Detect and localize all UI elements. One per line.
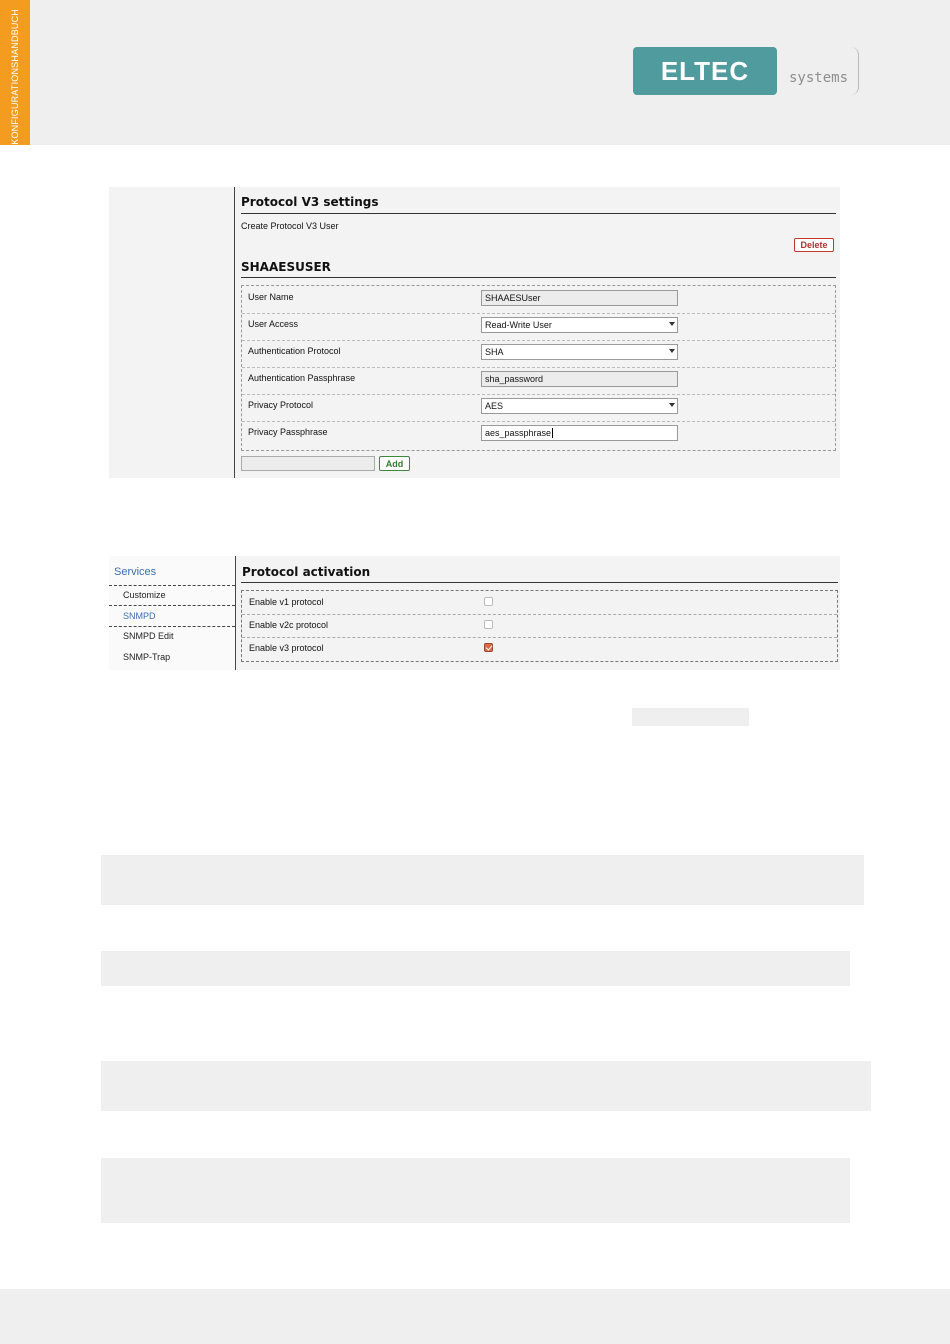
row-enable-v1	[242, 591, 837, 615]
user-name-label: User Name	[248, 292, 294, 302]
sidebar-heading-services[interactable]: Services	[114, 566, 157, 578]
auth-protocol-select[interactable]	[481, 344, 678, 360]
gray-text-block	[101, 1158, 850, 1223]
user-access-select[interactable]	[481, 317, 678, 333]
row-privacy-passphrase	[242, 421, 835, 448]
gray-highlight-block	[632, 708, 749, 726]
add-button[interactable]: Add	[379, 456, 410, 471]
logo-bracket	[846, 47, 859, 95]
row-enable-v3	[242, 637, 837, 660]
auth-protocol-value: SHA	[485, 347, 504, 357]
enable-v3-label: Enable v3 protocol	[249, 643, 324, 653]
enable-v2c-label: Enable v2c protocol	[249, 620, 329, 630]
privacy-passphrase-label: Privacy Passphrase	[248, 427, 328, 437]
new-user-input[interactable]	[241, 456, 375, 471]
enable-v1-label: Enable v1 protocol	[249, 597, 324, 607]
auth-protocol-label: Authentication Protocol	[248, 346, 341, 356]
privacy-protocol-value: AES	[485, 401, 504, 411]
user-rule	[241, 277, 836, 278]
row-user-name	[242, 286, 835, 314]
delete-button[interactable]: Delete	[794, 238, 834, 252]
enable-v2c-checkbox[interactable]	[484, 620, 493, 629]
row-enable-v2c	[242, 614, 837, 638]
row-auth-protocol	[242, 340, 835, 368]
row-user-access	[242, 313, 835, 341]
user-settings-table	[241, 285, 836, 451]
privacy-passphrase-input[interactable]	[481, 425, 678, 441]
row-privacy-protocol	[242, 394, 835, 422]
protocol-activation-title: Protocol activation	[242, 565, 371, 579]
enable-v1-checkbox[interactable]	[484, 597, 493, 606]
sidebar-item-customize[interactable]: Customize	[123, 590, 166, 600]
row-auth-passphrase	[242, 367, 835, 395]
sidebar-item-snmpd-edit[interactable]: SNMPD Edit	[123, 631, 174, 641]
side-tab-text: KONFIGURATIONSHANDBUCH	[10, 9, 20, 145]
privacy-passphrase-value: aes_passphrase	[485, 428, 552, 438]
sidebar-item-snmp-trap[interactable]: SNMP-Trap	[123, 652, 171, 662]
sidebar-separator	[109, 605, 235, 606]
eltec-logo: ELTEC	[633, 47, 777, 95]
title-rule	[241, 213, 836, 214]
privacy-protocol-select[interactable]	[481, 398, 678, 414]
sidebar-separator	[109, 626, 235, 627]
title-rule	[241, 582, 838, 583]
user-name-input[interactable]: SHAAESUser	[481, 290, 678, 306]
user-heading: SHAAESUSER	[241, 260, 331, 274]
privacy-protocol-label: Privacy Protocol	[248, 400, 314, 410]
sidebar-separator	[109, 585, 235, 586]
sidebar-item-snmpd[interactable]: SNMPD	[123, 611, 156, 621]
gray-text-block	[101, 951, 850, 986]
v3-settings-title: Protocol V3 settings	[241, 195, 379, 209]
panel-divider	[235, 556, 236, 670]
user-access-value: Read-Write User	[485, 320, 552, 330]
gray-text-block	[101, 855, 864, 905]
gray-text-block	[101, 1061, 871, 1111]
auth-passphrase-label: Authentication Passphrase	[248, 373, 356, 383]
footer-band	[0, 1289, 950, 1344]
logo-suffix: systems	[789, 70, 849, 86]
panel-divider	[234, 187, 235, 478]
text-cursor	[552, 428, 553, 438]
chevron-down-icon	[669, 403, 675, 407]
auth-passphrase-input[interactable]: sha_password	[481, 371, 678, 387]
side-tab	[0, 0, 30, 145]
enable-v3-checkbox[interactable]	[484, 643, 493, 652]
chevron-down-icon	[669, 349, 675, 353]
chevron-down-icon	[669, 322, 675, 326]
create-user-label: Create Protocol V3 User	[241, 221, 339, 231]
protocol-activation-table	[241, 590, 838, 662]
services-sidebar	[109, 556, 235, 670]
user-access-label: User Access	[248, 319, 299, 329]
